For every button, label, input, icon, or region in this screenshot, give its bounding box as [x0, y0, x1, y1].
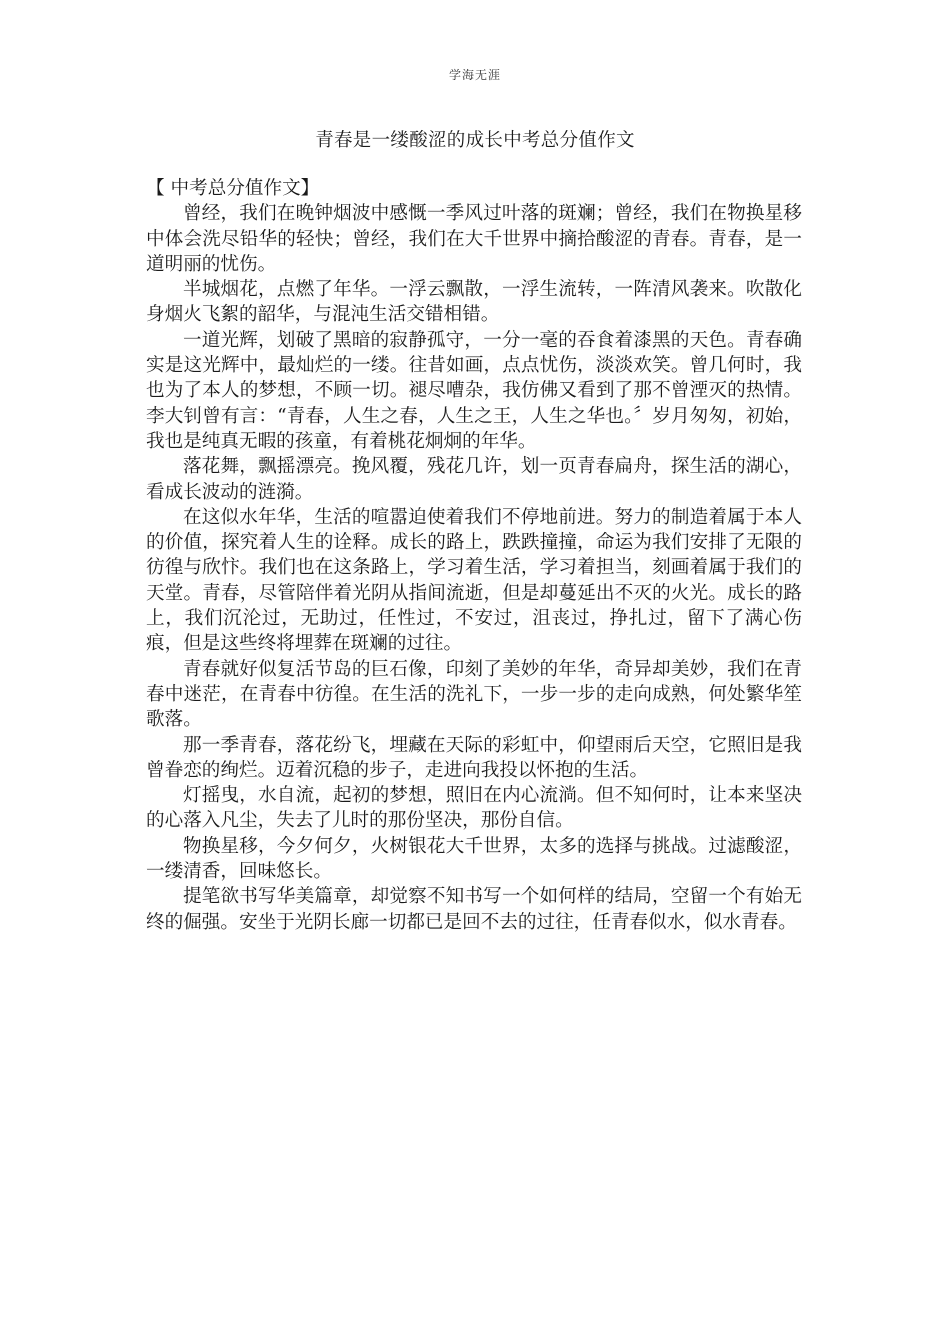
paragraph-4: 落花舞，飘摇漂亮。挽风覆，残花几许，划一页青春扁舟，探生活的湖心，看成长波动的涟漪。 [146, 456, 802, 503]
document-body [146, 176, 802, 935]
paragraph-7: 那一季青春，落花纷飞，埋藏在天际的彩虹中，仰望雨后天空，它照旧是我曾眷恋的绚烂。迈着沉稳的步子，走进向我投以怀抱的生活。 [146, 734, 802, 781]
paragraph-1: 曾经，我们在晚钟烟波中感慨一季风过叶落的斑斓；曾经，我们在物换星移中体会洗尽铅华的轻快；曾经，我们在大千世界中摘拾酸涩的青春。青春，是一道明丽的忧伤。 [146, 203, 802, 275]
paragraph-5: 在这似水年华，生活的喧嚣迫使着我们不停地前进。努力的制造着属于本人的价值，探究着人生的诠释。成长的路上，跌跌撞撞，命运为我们安排了无限的彷徨与欣忭。我们也在这条路上，学习着生活，学习着担当，刻画着属于我们的天堂。青春，尽管陪伴着光阴从指间流逝，但是却蔓延出不灭的火光。成长的路上，我们沉沦过，无助过，任性过，不安过，沮丧过，挣扎过，留下了满心伤痕，但是这些终将埋葬在斑斓的过往。 [146, 506, 802, 655]
paragraph-2: 半城烟花，点燃了年华。一浮云飘散，一浮生流转，一阵清风袭来。吹散化身烟火飞絮的韶华，与混沌生活交错相错。 [146, 279, 802, 326]
document-title: 青春是一缕酸涩的成长中考总分值作文 [315, 130, 635, 151]
paragraph-8: 灯摇曳，水自流，起初的梦想，照旧在内心流淌。但不知何时，让本来坚决的心落入凡尘，失去了儿时的那份坚决，那份自信。 [146, 785, 802, 832]
category-label: 【 中考总分值作文】 [146, 178, 320, 199]
paragraph-10: 提笔欲书写华美篇章，却觉察不知书写一个如何样的结局，空留一个有始无终的倔强。安坐于光阴长廊一切都已是回不去的过往，任青春似水，似水青春。 [146, 886, 802, 933]
paragraph-3: 一道光辉，划破了黑暗的寂静孤守，一分一毫的吞食着漆黑的天色。青春确实是这光辉中，最灿烂的一缕。往昔如画，点点忧伤，淡淡欢笑。曾几何时，我也为了本人的梦想，不顾一切。褪尽嘈杂，我仿佛又看到了那不曾湮灭的热情。李大钊曾有言：“青春，人生之春，人生之王，人生之华也。〞岁月匆匆，初始，我也是纯真无暇的孩童，有着桃花炯炯的年华。 [146, 329, 802, 452]
paragraph-6: 青春就好似复活节岛的巨石像，印刻了美妙的年华，奇异却美妙，我们在青春中迷茫，在青春中彷徨。在生活的洗礼下，一步一步的走向成熟，何处繁华笙歌落。 [146, 658, 802, 731]
paragraph-9: 物换星移，今夕何夕，火树银花大千世界，太多的选择与挑战。过滤酸涩，一缕清香，回味悠长。 [146, 835, 802, 883]
page-header: 学海无涯 [448, 68, 501, 82]
